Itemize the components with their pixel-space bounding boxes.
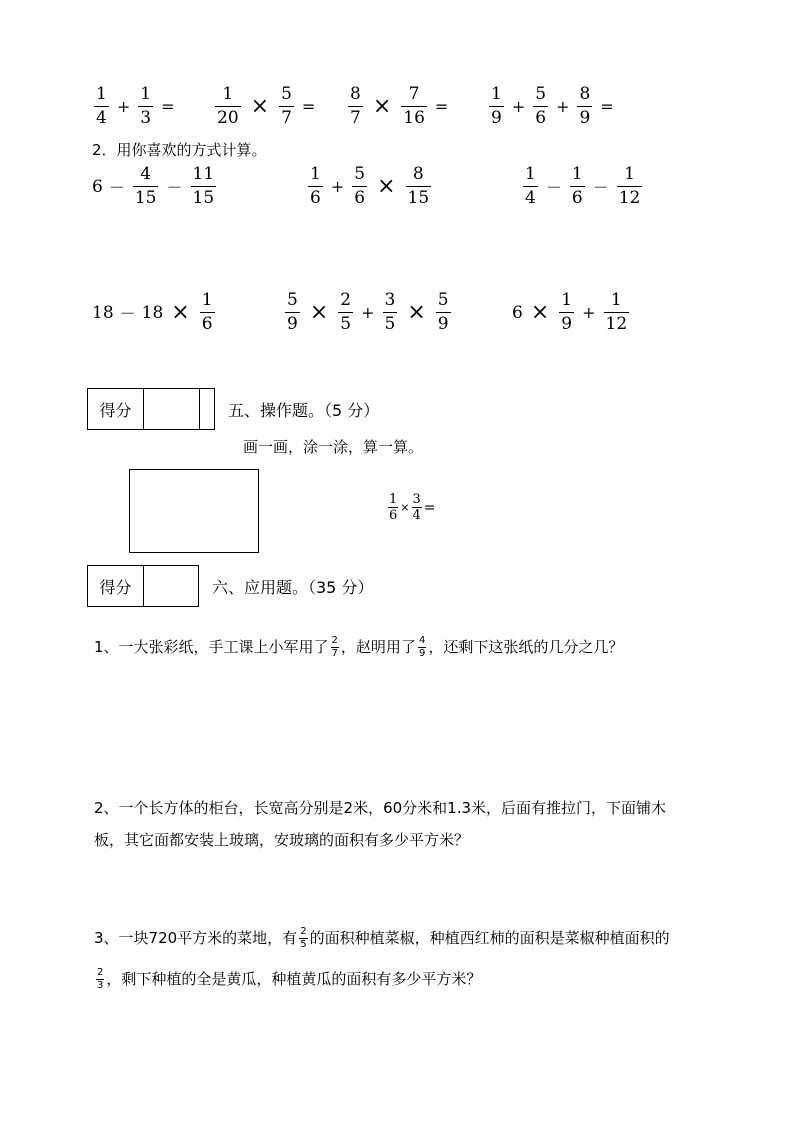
exercise-row1-item4 — [487, 86, 620, 127]
operator: － — [592, 178, 609, 197]
equals-sign: = — [161, 97, 175, 116]
operator: + — [361, 303, 375, 322]
fraction: $\frac{8}{15}$ — [407, 164, 430, 208]
score-cell[interactable] — [144, 389, 200, 429]
operator: × — [400, 501, 410, 514]
fraction: $\frac{1}{12}$ — [605, 290, 628, 334]
fraction: $\frac{1}{20}$ — [217, 84, 239, 128]
operator: + — [511, 97, 526, 116]
fraction: $\frac{2}{5}$ — [300, 926, 307, 950]
equals-sign: = — [301, 97, 316, 116]
equals-sign: = — [434, 97, 449, 116]
operator: × — [377, 174, 396, 199]
equals-sign: = — [423, 499, 436, 516]
operator: + — [330, 177, 345, 196]
fraction: $\frac{8}{9}$ — [579, 84, 591, 128]
question-1: 1、一大张彩纸，手工课上小军用了 $\frac{2}{7}$ ，赵明用了 $\frac{4}{9}$ ，还剩下这张纸的几分之几？ — [94, 635, 624, 659]
section6-title: 六、应用题。（35 分） — [212, 578, 374, 597]
expression-5 — [283, 292, 453, 333]
question-2-line2: 板，其它面都安装上玻璃，安玻璃的面积有多少平方米？ — [94, 831, 470, 849]
score-cell[interactable] — [144, 566, 198, 606]
expression-3 — [521, 166, 644, 207]
score-cell-extra — [200, 389, 214, 429]
operator: × — [309, 300, 329, 325]
fraction: $\frac{2}{5}$ — [340, 290, 352, 334]
fraction: $\frac{4}{9}$ — [418, 635, 426, 659]
section5-title: 五、操作题。（5 分） — [228, 401, 380, 420]
fraction: $\frac{1}{9}$ — [561, 290, 573, 334]
fraction: $\frac{2}{3}$ — [97, 967, 104, 991]
score-box-section6 — [87, 565, 199, 607]
question-3-line2: $\frac{2}{3}$ ，剩下种植的全是黄瓜，种植黄瓜的面积有多少平方米？ — [97, 967, 482, 991]
fraction: $\frac{1}{3}$ — [140, 84, 152, 128]
section2-title: 2．用你喜欢的方式计算。 — [92, 141, 267, 159]
fraction: $\frac{3}{5}$ — [384, 290, 396, 334]
score-box-section5 — [87, 388, 215, 430]
fraction: $\frac{1}{9}$ — [491, 84, 502, 128]
fraction: $\frac{4}{15}$ — [134, 164, 157, 208]
operator: － — [108, 178, 125, 197]
fraction: $\frac{5}{9}$ — [437, 290, 449, 334]
operator: × — [407, 300, 426, 325]
operator: × — [250, 94, 270, 119]
fraction: $\frac{5}{6}$ — [535, 84, 547, 128]
expression-2 — [306, 166, 433, 207]
operator: － — [166, 178, 183, 197]
fraction: $\frac{5}{6}$ — [354, 164, 366, 208]
fraction: $\frac{1}{6}$ — [201, 290, 213, 334]
expression-1 — [92, 166, 218, 207]
expression-6 — [512, 292, 631, 333]
question-3-line1: 3、一块720平方米的菜地，有 $\frac{2}{5}$ 的面积种植菜椒，种植西红柿的面积是菜椒种植面积的 — [94, 926, 670, 950]
operator: + — [582, 303, 596, 322]
question-2-line1: 2、一个长方体的柜台，长宽高分别是2米，60分米和1.3米，后面有推拉门，下面铺木 — [94, 799, 667, 817]
number: 18 — [141, 302, 164, 323]
fraction: $\frac{1}{4}$ — [525, 164, 536, 208]
operator: + — [556, 97, 570, 116]
fraction: $\frac{1}{6}$ — [310, 164, 321, 208]
number: 18 — [92, 302, 114, 323]
operator: － — [545, 178, 562, 197]
number: 6 — [512, 302, 523, 323]
fraction: $\frac{11}{15}$ — [192, 164, 215, 208]
fraction: $\frac{7}{16}$ — [403, 84, 425, 128]
fraction: $\frac{1}{4}$ — [96, 84, 107, 128]
fraction: $\frac{3}{4}$ — [412, 492, 421, 523]
operator: + — [116, 97, 131, 116]
exercise-row1-item3 — [346, 86, 454, 127]
score-label: 得分 — [88, 389, 144, 429]
fraction: $\frac{1}{6}$ — [571, 164, 583, 208]
fraction: $\frac{5}{7}$ — [281, 84, 292, 128]
fraction: $\frac{5}{9}$ — [287, 290, 298, 334]
equals-sign: = — [600, 97, 614, 116]
operator: － — [119, 304, 136, 323]
number: 6 — [92, 176, 103, 197]
operator: × — [530, 300, 550, 325]
exercise-row1-item2 — [213, 86, 321, 127]
section5-instruction: 画一画，涂一涂，算一算。 — [243, 438, 424, 456]
fraction: $\frac{8}{7}$ — [350, 84, 361, 128]
drawing-rectangle[interactable] — [129, 469, 259, 553]
fraction: $\frac{1}{12}$ — [618, 164, 641, 208]
fraction: $\frac{1}{6}$ — [389, 492, 398, 523]
operator: × — [372, 94, 392, 119]
score-label: 得分 — [88, 566, 144, 606]
section5-expression — [386, 493, 436, 522]
operator: × — [171, 300, 190, 325]
fraction: $\frac{2}{7}$ — [331, 635, 338, 659]
exercise-row1-item1 — [92, 86, 180, 127]
expression-4 — [92, 292, 217, 333]
